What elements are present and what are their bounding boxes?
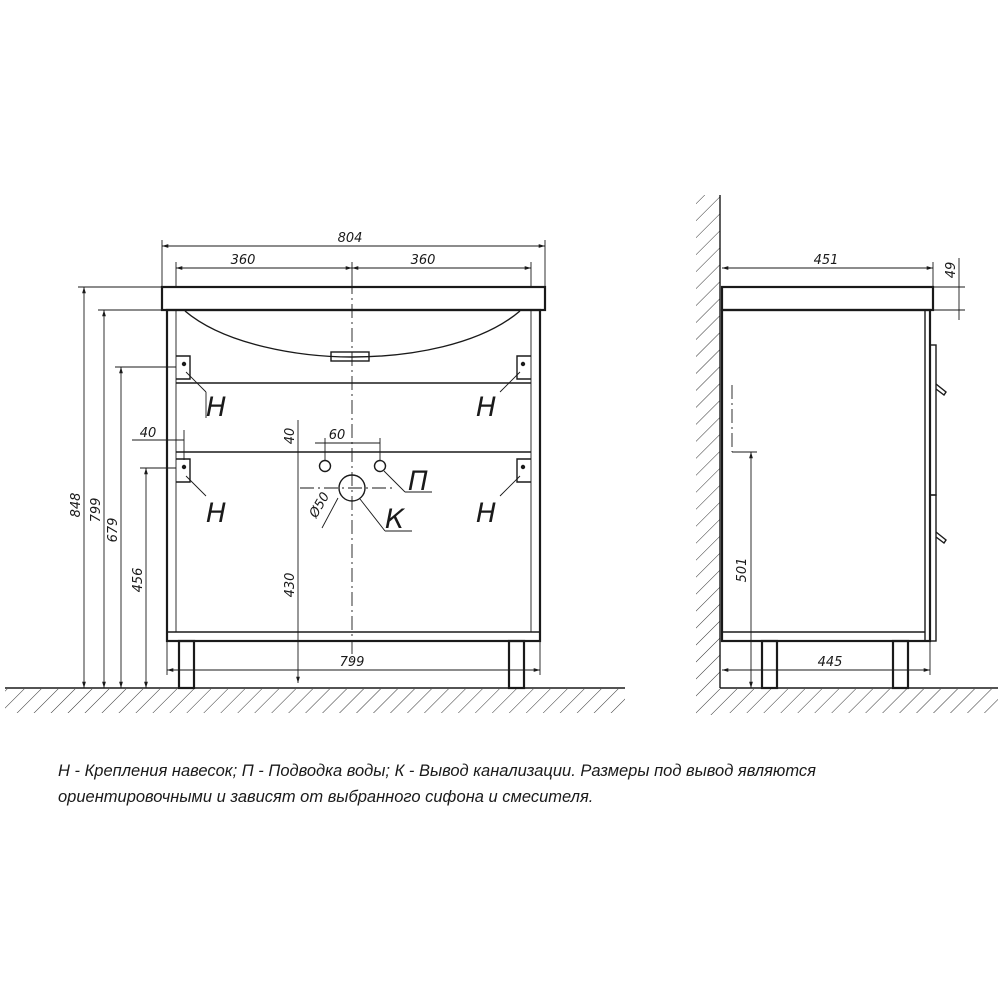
dim-depth: 451 xyxy=(813,253,839,268)
handle-lower xyxy=(936,532,946,543)
dim-half-width-right: 360 xyxy=(410,253,436,268)
mount-bracket-bottom-left xyxy=(176,459,190,482)
dim-half-width-left: 360 xyxy=(230,253,256,268)
wall-side xyxy=(696,195,720,715)
dim-base-width: 799 xyxy=(339,655,365,670)
dim-water-spacing: 60 xyxy=(328,428,346,443)
mount-bracket-bottom-right xyxy=(517,459,531,482)
side-dimensions xyxy=(722,253,965,688)
front-labels xyxy=(186,372,520,535)
dim-overall-width: 804 xyxy=(337,231,363,246)
countertop-front xyxy=(162,287,545,310)
floor-side xyxy=(720,688,998,713)
dim-overall-height: 848 xyxy=(69,492,84,518)
dim-body-height: 799 xyxy=(89,497,104,523)
mount-bracket-top-right xyxy=(517,356,531,379)
dim-drain-diameter: Ø50 xyxy=(306,489,334,521)
leg-side-rear xyxy=(762,641,777,688)
leg-side-front xyxy=(893,641,908,688)
water-inlet-right xyxy=(375,461,386,472)
legend-line-2: ориентировочными и зависят от выбранного сифона и смесителя. xyxy=(58,788,594,806)
legend xyxy=(58,758,918,810)
dim-side-drain-height: 501 xyxy=(735,557,750,583)
dim-mount-height-bottom: 456 xyxy=(131,567,146,593)
label-water: П xyxy=(408,466,429,497)
basin-bowl xyxy=(185,311,520,357)
label-drain: К xyxy=(385,504,405,535)
dim-base-depth: 445 xyxy=(817,655,843,670)
dim-mount-height-top: 679 xyxy=(106,517,121,543)
side-view xyxy=(722,287,946,688)
mount-bracket-top-left xyxy=(176,356,190,379)
label-mount-bottom-right: Н xyxy=(476,498,497,529)
leg-front-right xyxy=(509,641,524,688)
countertop-side xyxy=(722,287,933,310)
leg-front-left xyxy=(179,641,194,688)
dim-vertical-offset: 40 xyxy=(283,427,298,445)
floor-front xyxy=(5,688,625,713)
dim-side-offset: 40 xyxy=(139,426,157,441)
legend-line-1: Н - Крепления навесок; П - Подводка воды; К - Вывод канализации. Размеры под вывод являются xyxy=(58,762,816,780)
water-inlet-left xyxy=(320,461,331,472)
front-view xyxy=(162,280,545,688)
label-mount-top-left: Н xyxy=(206,392,227,423)
dim-drain-height: 430 xyxy=(283,572,298,598)
cabinet-body-side xyxy=(722,310,930,641)
label-mount-bottom-left: Н xyxy=(206,498,227,529)
dim-top-thickness: 49 xyxy=(944,261,959,279)
handle-upper xyxy=(936,384,946,395)
front-dimensions xyxy=(69,231,545,688)
label-mount-top-right: Н xyxy=(476,392,497,423)
